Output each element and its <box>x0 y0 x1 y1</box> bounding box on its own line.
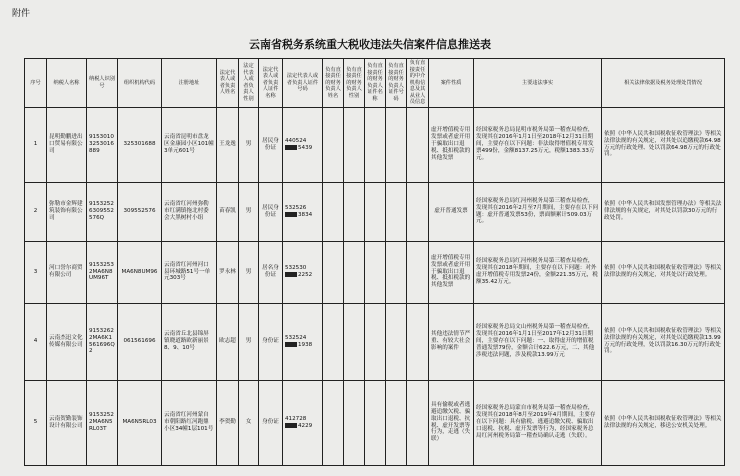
main-facts: 经国家税务总局红河州税务局第三稽查局检查，发现其在2018年期间，主要存在以下问题：对外虚开增值税专用发票24份，金额221.35万元，税额35.42万元。 <box>474 241 602 303</box>
redaction-mark <box>285 212 297 217</box>
rep-sex: 女 <box>239 380 259 465</box>
header-cell: 注册地址 <box>162 59 217 108</box>
tax-id: 91532532MA6N8UM96T <box>87 241 118 303</box>
fin-sex <box>344 182 365 241</box>
case-nature: 虚开增值税专用发票或者虚开用于骗取出口退税、抵扣税款的其他发票 <box>429 107 474 182</box>
rep-name: 欧志超 <box>217 303 239 380</box>
main-facts: 经国家税务总局文山州税务局第一稽查局检查，发现其在2016年1月1日至2017年12月31日期间，主要存在以下问题：一、取得虚开的增值税普通发票79份，金额合计622.6万元，二、其他涉税违法问题，涉及税款13.99万元 <box>474 303 602 380</box>
row-number: 4 <box>25 303 47 380</box>
case-nature: 虚开普通发票 <box>429 182 474 241</box>
fin-name <box>323 303 344 380</box>
org-code: 325301688 <box>118 107 162 182</box>
legal-basis: 依照《中华人民共和国税收征收管理法》等相关法律法规的有关规定，对其处以追缴税款64.98万元的行政处理、处以罚款64.98万元的行政处罚。 <box>602 107 725 182</box>
row-number: 2 <box>25 182 47 241</box>
fin-id <box>386 107 407 182</box>
rep-id <box>283 182 323 241</box>
org-code: MA6N8UM96 <box>118 241 162 303</box>
fin-id <box>386 241 407 303</box>
fin-sex <box>344 303 365 380</box>
rep-doc: 居民身份证 <box>259 182 283 241</box>
fin-sex <box>344 241 365 303</box>
header-cell: 法定代表人或者负责人证件号码 <box>283 59 323 108</box>
address: 云南省红河州蒙自市朝阳路红河跑鼎小区34幢1层101号 <box>162 380 217 465</box>
rep-id-suffix: 1938 <box>298 341 313 348</box>
header-cell: 负有直接责任的财务负责人姓名 <box>323 59 344 108</box>
case-table <box>24 58 725 466</box>
case-nature: 虚开增值税专用发票或者虚开用于骗取出口退税、抵扣税款的其他发票 <box>429 241 474 303</box>
taxpayer-name: 云南杰迅文化传媒有限公司 <box>47 303 87 380</box>
rep-name: 罗永林 <box>217 241 239 303</box>
table-row <box>25 303 725 380</box>
rep-id <box>283 303 323 380</box>
agency-info <box>407 107 429 182</box>
rep-id <box>283 380 323 465</box>
rep-id-suffix: 2252 <box>298 272 313 278</box>
header-cell: 案件性质 <box>429 59 474 108</box>
legal-basis: 依照《中华人民共和国税收征收管理法》等相关法律法规的有关规定，对其处以行政处理。 <box>602 241 725 303</box>
tax-id: 91532622MA6K1561696Q2 <box>87 303 118 380</box>
rep-doc: 居名身份证 <box>259 241 283 303</box>
rep-id-prefix: 532524 <box>285 334 307 341</box>
tax-id: 91532522MA6N5RL03T <box>87 380 118 465</box>
header-cell: 纳税人名称 <box>47 59 87 108</box>
rep-doc: 居民身份证 <box>259 107 283 182</box>
header-cell: 组织机构代码 <box>118 59 162 108</box>
rep-id-prefix: 440524 <box>285 137 307 144</box>
header-cell: 相关法律依据及税务处理处罚情况 <box>602 59 725 108</box>
row-number: 1 <box>25 107 47 182</box>
main-facts: 经国家税务总局昆明市税务局第一稽查局检查，发现其在2016年1月1日至2018年12月31日期间，主要存在以下问题：非法取得增值税专用发票499份，金额8137.25万元，税额1383.33万元。 <box>474 107 602 182</box>
rep-name: 李贺勤 <box>217 380 239 465</box>
header-cell: 负有直接责任的财务负责人证件名称 <box>365 59 386 108</box>
rep-doc: 身份证 <box>259 303 283 380</box>
row-number: 5 <box>25 380 47 465</box>
page-title: 云南省税务系统重大税收违法失信案件信息推送表 <box>249 38 491 51</box>
main-facts: 经国家税务总局红河州税务局第三稽查局检查，发现其在2016年2月至7月期间，主要存在以下问题：虚开普通发票53份，票面额累计509.03万元。 <box>474 182 602 241</box>
main-facts: 经国家税务总局蒙自市税务局第一稽查局检查，发现其在2018年8月至2019年4月期间，主要存在以下问题：具有偷税、逃避追缴欠税、骗取出口退税、抗税、虚开发票等行为，经国家税务总局红河州税务局第一稽查局确认走逃（失联）。 <box>474 380 602 465</box>
rep-id-prefix: 412728 <box>285 415 307 422</box>
rep-id-suffix: 5439 <box>298 144 313 151</box>
agency-info <box>407 241 429 303</box>
fin-doc <box>365 107 386 182</box>
rep-sex: 男 <box>239 182 259 241</box>
legal-basis: 依照《中华人民共和国发票管理办法》等相关法律法规的有关规定，对其处以罚款30万元的行政处罚。 <box>602 182 725 241</box>
case-nature: 其他违法情节严重、有较大社会影响的案件 <box>429 303 474 380</box>
legal-basis: 依照《中华人民共和国税收征收管理法》等相关法律法规的有关规定，对其处以追缴税款13.99万元的行政处理，处以罚款16.30万元的行政处罚。 <box>602 303 725 380</box>
rep-id-prefix: 532530 <box>285 265 307 272</box>
header-cell: 负有直接责任的中介机构信息及其从业人员信息 <box>407 59 429 108</box>
agency-info <box>407 380 429 465</box>
rep-sex: 男 <box>239 241 259 303</box>
fin-doc <box>365 182 386 241</box>
address: 云南省红河州弥勒市红满镇拖北村委会大黑树村小组 <box>162 182 217 241</box>
fin-sex <box>344 107 365 182</box>
fin-name <box>323 107 344 182</box>
attachment-label: 附件 <box>12 9 31 19</box>
header-cell: 序号 <box>25 59 47 108</box>
table-row <box>25 380 725 465</box>
taxpayer-name: 弥勒市金辉建筑装饰有限公司 <box>47 182 87 241</box>
rep-sex: 男 <box>239 107 259 182</box>
redaction-mark <box>285 423 297 428</box>
fin-id <box>386 303 407 380</box>
header-cell: 负有直接责任的财务负责人性别 <box>344 59 365 108</box>
fin-id <box>386 182 407 241</box>
rep-name: 苗春凯 <box>217 182 239 241</box>
redaction-mark <box>285 145 297 150</box>
table-row <box>25 241 725 303</box>
taxpayer-name: 昆明勤鹏进出口贸易有限公司 <box>47 107 87 182</box>
tax-id: 91532526309552576Q <box>87 182 118 241</box>
row-number: 3 <box>25 241 47 303</box>
rep-name: 王龙逸 <box>217 107 239 182</box>
address: 云南省昆明市盘龙区金康园小区101幢3单元601号 <box>162 107 217 182</box>
rep-id-suffix: 4229 <box>298 422 313 429</box>
header-cell: 纳税人识别号 <box>87 59 118 108</box>
fin-id <box>386 380 407 465</box>
fin-doc <box>365 380 386 465</box>
redaction-mark <box>285 272 297 277</box>
rep-id-suffix: 3834 <box>298 211 313 218</box>
table-row <box>25 107 725 182</box>
address: 云南省丘北县锦屏镇晓道路欧新丽景8、9、10号 <box>162 303 217 380</box>
agency-info <box>407 182 429 241</box>
rep-doc: 身份证 <box>259 380 283 465</box>
fin-doc <box>365 303 386 380</box>
fin-name <box>323 182 344 241</box>
taxpayer-name: 河口誉尔商贸有限公司 <box>47 241 87 303</box>
fin-sex <box>344 380 365 465</box>
rep-id <box>283 107 323 182</box>
header-cell: 负有直接责任的财务负责人证件号码 <box>386 59 407 108</box>
redaction-mark <box>285 342 297 347</box>
taxpayer-name: 云南贺勤装饰设计有限公司 <box>47 380 87 465</box>
table-row <box>25 182 725 241</box>
org-code: 309552576 <box>118 182 162 241</box>
org-code: MA6N5RL03 <box>118 380 162 465</box>
header-cell: 法定代表人或者负责人证件名称 <box>259 59 283 108</box>
org-code: 061561696 <box>118 303 162 380</box>
fin-name <box>323 380 344 465</box>
rep-sex: 男 <box>239 303 259 380</box>
header-cell: 主要违法事实 <box>474 59 602 108</box>
fin-doc <box>365 241 386 303</box>
header-cell: 法定代表人或者负责人性别 <box>239 59 259 108</box>
case-nature: 具有偷税或者逃避追缴欠税、骗取出口退税、抗税、虚开发票等行为，走逃（失联） <box>429 380 474 465</box>
tax-id: 91530103253016889 <box>87 107 118 182</box>
rep-id <box>283 241 323 303</box>
agency-info <box>407 303 429 380</box>
table-header-row <box>25 59 725 108</box>
rep-id-prefix: 532526 <box>285 204 307 211</box>
fin-name <box>323 241 344 303</box>
legal-basis: 依照《中华人民共和国税收征收管理法》等相关法律法规的有关规定，移送公安机关处理。 <box>602 380 725 465</box>
header-cell: 法定代表人或者负责人姓名 <box>217 59 239 108</box>
address: 云南省红河州河口县环城路51号一单元303号 <box>162 241 217 303</box>
